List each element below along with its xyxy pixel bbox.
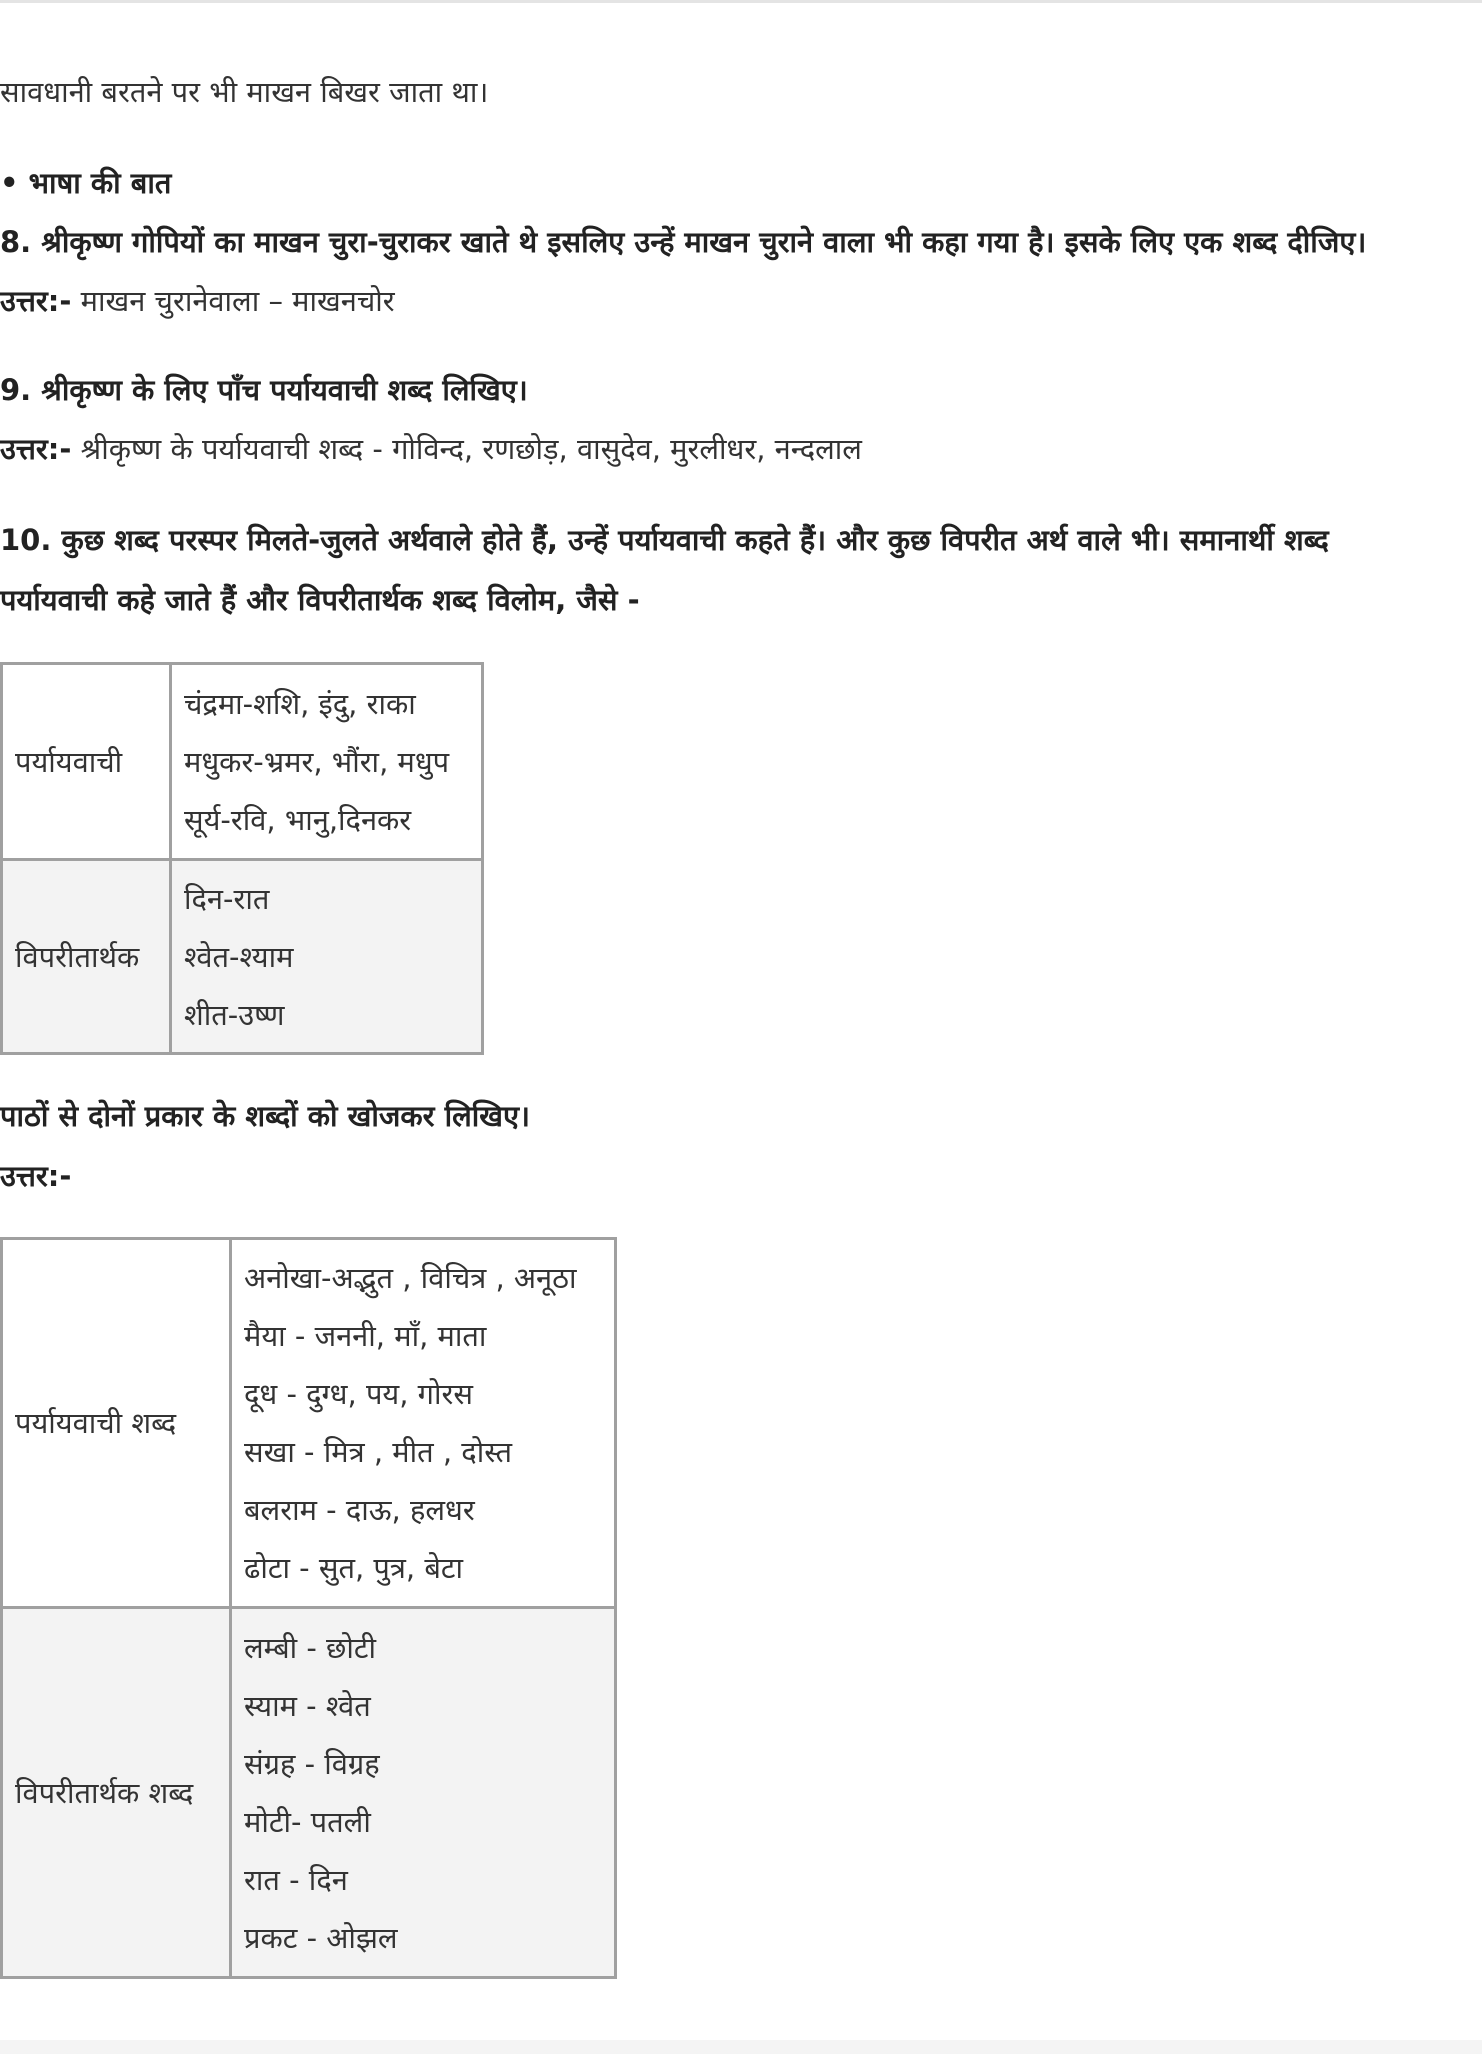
- answer-text: माखन चुरानेवाला – माखनचोर: [71, 284, 395, 318]
- table-row: [2, 1608, 616, 1978]
- list-item: दूध - दुग्ध, पय, गोरस: [244, 1377, 473, 1411]
- table-row: [2, 1239, 616, 1608]
- list-item: लम्बी - छोटी: [244, 1630, 377, 1665]
- row-label: पर्यायवाची शब्द: [2, 1239, 231, 1608]
- list-item: रात - दिन: [244, 1862, 348, 1897]
- row-label: विपरीतार्थक: [2, 860, 171, 1054]
- table-row: [2, 664, 483, 860]
- q9-question: 9. श्रीकृष्ण के लिए पाँच पर्यायवाची शब्द लिखिए।: [0, 373, 528, 407]
- list-item: सखा - मित्र , मीत , दोस्त: [244, 1435, 513, 1469]
- section-heading: • भाषा की बात: [0, 166, 172, 200]
- top-divider: [0, 0, 1482, 3]
- list-item: दिन-रात: [184, 881, 270, 916]
- list-item: संग्रह - विग्रह: [244, 1746, 380, 1781]
- list-item: मधुकर-भ्रमर, भौंरा, मधुप: [184, 744, 450, 779]
- row-items: [171, 860, 483, 1054]
- example-table: [0, 662, 484, 1055]
- q10-question-line2: पर्यायवाची कहे जाते हैं और विपरीतार्थक शब्द विलोम, जैसे -: [0, 583, 640, 617]
- answer-label: उत्तर:-: [0, 284, 72, 318]
- answer-text: श्रीकृष्ण के पर्यायवाची शब्द - गोविन्द, रणछोड़, वासुदेव, मुरलीधर, नन्दलाल: [71, 432, 862, 466]
- row-items: [171, 664, 483, 860]
- list-item: सूर्य-रवि, भानु,दिनकर: [184, 802, 412, 837]
- list-item: बलराम - दाऊ, हलधर: [244, 1493, 475, 1527]
- list-item: प्रकट - ओझल: [244, 1920, 398, 1955]
- q8-answer: [0, 281, 395, 321]
- q8-question: 8. श्रीकृष्ण गोपियों का माखन चुरा-चुराकर खाते थे इसलिए उन्हें माखन चुराने वाला भी कहा गया है। इसके लिए एक शब्द दीजिए।: [0, 225, 1367, 259]
- list-item: शीत-उष्ण: [184, 997, 285, 1032]
- row-label: पर्यायवाची: [2, 664, 171, 860]
- list-item: मैया - जननी, माँ, माता: [244, 1319, 487, 1353]
- list-item: अनोखा-अद्भुत , विचित्र , अनूठा: [244, 1261, 577, 1295]
- list-item: मोटी- पतली: [244, 1804, 371, 1839]
- instruction: पाठों से दोनों प्रकार के शब्दों को खोजकर लिखिए।: [0, 1099, 531, 1133]
- intro-line: सावधानी बरतने पर भी माखन बिखर जाता था।: [0, 75, 489, 109]
- bottom-divider: [0, 2040, 1482, 2054]
- row-label: विपरीतार्थक शब्द: [2, 1608, 231, 1978]
- list-item: चंद्रमा-शशि, इंदु, राका: [184, 686, 416, 721]
- q9-answer: [0, 429, 862, 469]
- q10-question-line1: 10. कुछ शब्द परस्पर मिलते-जुलते अर्थवाले होते हैं, उन्हें पर्यायवाची कहते हैं। और कुछ विपरीत अर्थ वाले भी। समानार्थी शब्द: [0, 523, 1329, 557]
- answer-table: [0, 1237, 617, 1979]
- list-item: स्याम - श्वेत: [244, 1688, 371, 1723]
- answer-label: उत्तर:-: [0, 432, 72, 466]
- list-item: ढोटा - सुत, पुत्र, बेटा: [244, 1551, 464, 1585]
- answer-label: उत्तर:-: [0, 1159, 72, 1193]
- row-items: [231, 1608, 616, 1978]
- table-row: [2, 860, 483, 1054]
- list-item: श्वेत-श्याम: [184, 939, 294, 974]
- row-items: [231, 1239, 616, 1608]
